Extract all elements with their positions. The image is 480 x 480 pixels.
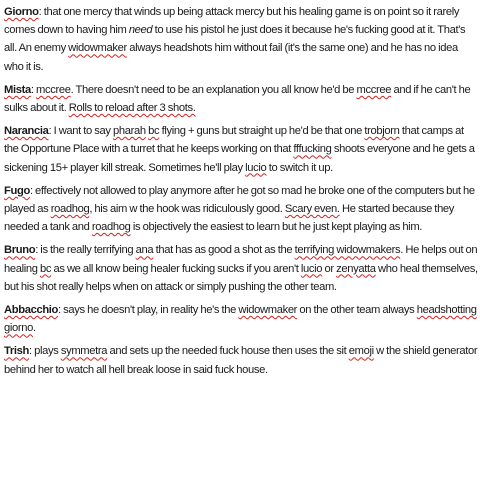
paragraph-bruno <box>4 241 478 296</box>
spellcheck-flagged-text: Scary even. <box>284 203 340 216</box>
body-text: : is the really terrifying <box>35 244 136 257</box>
emphasized-text: need <box>128 24 153 37</box>
spellcheck-flagged-text: mccree <box>356 83 392 96</box>
paragraph-fugo <box>4 182 478 237</box>
spellcheck-flagged-text: widowmaker <box>238 304 298 317</box>
spellcheck-flagged-text: symmetra <box>60 345 108 358</box>
character-name: Abbacchio <box>4 304 59 317</box>
body-text: who heal themselves, but his shot really helps when on attack or simply pushing the other team. <box>4 262 478 293</box>
body-text: as we all know being healer fucking sucks if you aren't <box>51 262 301 275</box>
body-text: : effectively not allowed to play anymore after he got so mad he broke one of the computers but he played as <box>4 184 475 216</box>
body-text: to use his pistol he just does it because he's fucking good at it. That's all. An enemy <box>4 24 466 55</box>
body-text: : I want to say <box>48 125 113 138</box>
spellcheck-flagged-text: widowmaker <box>68 42 127 55</box>
spellcheck-flagged-text: zenyatta <box>336 262 376 275</box>
paragraph-narancia <box>4 122 478 177</box>
character-name: Mista <box>4 83 31 96</box>
spellcheck-flagged-text: trobjorn <box>364 125 400 138</box>
character-name: Narancia <box>4 125 49 138</box>
body-text: or <box>322 262 337 275</box>
spellcheck-flagged-text: Rolls to reload after 3 shots. <box>68 102 196 115</box>
spellcheck-flagged-text: fffucking <box>293 143 332 156</box>
spellcheck-flagged-text: bc <box>148 125 160 138</box>
body-text: : <box>30 83 36 96</box>
spellcheck-flagged-text: giorno <box>4 322 33 335</box>
body-text: is objectively the easiest to learn but he just kept playing as him. <box>130 221 423 234</box>
body-text: : plays <box>28 345 61 358</box>
spellcheck-flagged-text: emoji <box>348 345 374 358</box>
spellcheck-flagged-text: headshotting <box>416 304 477 317</box>
body-text: to switch it up. <box>266 161 333 174</box>
body-text: always headshots him without fail (it's the same one) and he has no idea who it is. <box>4 42 458 73</box>
spellcheck-flagged-text: pharah <box>113 125 146 138</box>
body-text: : that one mercy that winds up being attack mercy but his healing game is on point so it rarely comes down to having him <box>4 6 460 37</box>
spellcheck-flagged-text: lucio <box>245 161 267 174</box>
body-text: . He helps out on healing <box>4 244 478 275</box>
body-text: and sets up the needed fuck house then uses the sit <box>107 345 349 358</box>
character-name: Fugo <box>4 184 30 197</box>
spellcheck-flagged-text: bc <box>40 262 52 275</box>
spellcheck-flagged-text: roadhog <box>50 203 90 216</box>
body-text: : says he doesn't play, in reality he's the <box>58 304 239 317</box>
body-text: . There doesn't need to be an explanation you all know he'd be <box>70 83 357 96</box>
document-body <box>4 3 478 384</box>
body-text: on the other team always <box>297 304 417 317</box>
spellcheck-flagged-text: mccree <box>35 83 71 96</box>
character-name: Giorno <box>4 6 39 18</box>
paragraph-mista <box>4 81 478 117</box>
spellcheck-flagged-text: lucio <box>300 262 323 275</box>
paragraph-giorno <box>4 3 478 76</box>
body-text: w the shield generator behind her to watch all hell break loose in said fuck house. <box>4 345 478 376</box>
spellcheck-flagged-text: ana <box>135 244 154 257</box>
paragraph-trish <box>4 342 478 378</box>
character-name: Bruno <box>4 244 36 257</box>
body-text: and if he can't he sulks about it. <box>4 83 471 115</box>
body-text: , his aim w the hook was ridiculously good. <box>89 203 285 216</box>
body-text: He started because they needed a tank and <box>4 203 455 234</box>
body-text: shoots everyone and he gets a sickening 15+ player kill streak. Sometimes he'll play <box>4 143 475 174</box>
paragraph-abbacchio <box>4 301 478 337</box>
body-text: that has as good a shot as the <box>153 244 295 257</box>
spellcheck-flagged-text: roadhog <box>91 221 131 234</box>
body-text: that camps at the Opportune Place with a turret that he keeps working on that <box>4 125 464 156</box>
character-name: Trish <box>4 345 29 358</box>
body-text: flying + guns but straight up he'd be that one <box>159 125 365 138</box>
body-text: . <box>33 322 36 335</box>
spellcheck-flagged-text: terrifying widowmakers <box>294 244 401 257</box>
